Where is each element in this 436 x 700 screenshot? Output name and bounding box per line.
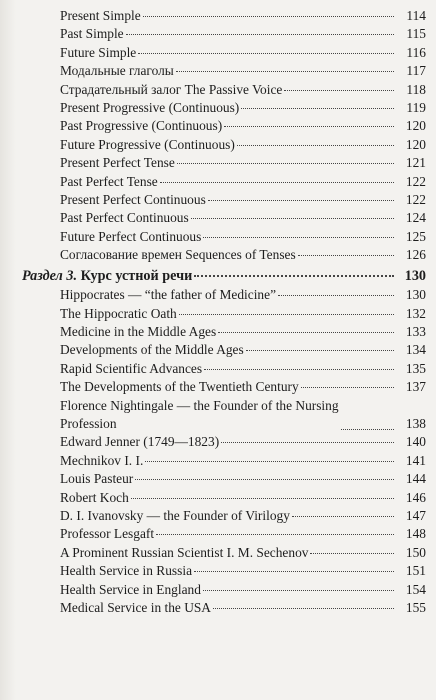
- toc-entry-page: 147: [405, 507, 426, 523]
- toc-entry: [22, 117, 426, 135]
- toc-entry-title: Past Simple: [60, 26, 124, 42]
- toc-entry: [22, 7, 426, 25]
- toc-entry-page: 134: [405, 342, 426, 358]
- toc-entry: [22, 191, 426, 209]
- toc-entry-title: Louis Pasteur: [60, 471, 134, 487]
- toc-entry-page: 122: [405, 192, 426, 208]
- toc-entry-title: Модальные глаголы: [60, 63, 174, 79]
- toc-entry-title-line2: Profession: [60, 415, 117, 431]
- toc-entry-page: 119: [406, 100, 426, 116]
- toc-entry: [22, 25, 426, 43]
- toc-entry: [22, 209, 426, 227]
- dot-leader: [246, 350, 394, 351]
- toc-entry-title: Present Simple: [60, 8, 141, 23]
- toc-entry: [22, 136, 426, 154]
- toc-entry-page: 118: [406, 81, 426, 97]
- section-title: Курс устной речи: [80, 267, 193, 284]
- toc-entry-title: Past Perfect Continuous: [60, 210, 189, 226]
- toc-entry-page: 117: [406, 63, 426, 79]
- toc-entry-page: 148: [405, 526, 426, 542]
- toc-entry-title: Present Perfect Continuous: [60, 192, 206, 208]
- dot-leader: [160, 182, 394, 183]
- dot-leader: [284, 90, 394, 91]
- toc-entry-page: 120: [405, 118, 426, 134]
- dot-leader: [156, 534, 394, 535]
- toc-entry: [22, 228, 426, 246]
- toc-entry: [22, 397, 426, 434]
- dot-leader: [179, 314, 394, 315]
- toc-entry-title-line1: Florence Nightingale — the Founder of the Nursing: [60, 397, 339, 413]
- toc-entry-page: 121: [405, 155, 426, 171]
- toc-entry-page: 151: [405, 563, 426, 579]
- toc-entry-page: 130: [405, 287, 426, 303]
- toc-entry: [22, 378, 426, 396]
- toc-entry-page: 133: [405, 323, 426, 339]
- toc-entry: [22, 562, 426, 580]
- toc-entry: [22, 452, 426, 470]
- section-page: 130: [404, 267, 426, 284]
- section-label: Раздел 3.: [22, 267, 78, 284]
- dot-leader: [292, 516, 394, 517]
- toc-entry-title: Present Perfect Tense: [60, 155, 175, 171]
- toc-entry-title: Past Progressive (Continuous): [60, 118, 223, 134]
- dot-leader: [218, 332, 394, 333]
- dot-leader: [237, 145, 394, 146]
- toc-entry-page: 120: [405, 136, 426, 152]
- toc-entry-title: Health Service in England: [60, 581, 201, 597]
- toc-entry: [22, 470, 426, 488]
- toc-entry-page: 146: [405, 489, 426, 505]
- toc-entry-title: Страдательный залог The Passive Voice: [60, 81, 283, 97]
- toc-entry-page: 122: [405, 173, 426, 189]
- toc-entry: [22, 433, 426, 451]
- table-of-contents: [22, 7, 426, 617]
- dot-leader: [208, 200, 394, 201]
- toc-entry: [22, 305, 426, 323]
- dot-leader: [278, 295, 394, 296]
- dot-leader: [301, 387, 394, 388]
- toc-entry-title: Developments of the Middle Ages: [60, 342, 244, 358]
- toc-entry-title: Professor Lesgaft: [60, 526, 155, 542]
- toc-entry: [22, 525, 426, 543]
- toc-entry: [22, 99, 426, 117]
- section-heading: [22, 267, 426, 285]
- dot-leader: [126, 34, 394, 35]
- toc-entry: [22, 44, 426, 62]
- toc-entry-page: 125: [405, 228, 426, 244]
- toc-entry: [22, 599, 426, 617]
- dot-leader: [221, 442, 394, 443]
- toc-entry-page: 132: [405, 305, 426, 321]
- toc-entry: [22, 154, 426, 172]
- toc-entry-title: A Prominent Russian Scientist I. M. Sechenov: [60, 544, 309, 560]
- toc-entry: [22, 544, 426, 562]
- toc-entry-page: 137: [405, 379, 426, 395]
- toc-entry-title: Future Simple: [60, 44, 137, 60]
- toc-entry-page: 150: [405, 544, 426, 560]
- dot-leader: [241, 108, 394, 109]
- toc-entry-title: The Developments of the Twentieth Century: [60, 379, 299, 395]
- dot-leader: [131, 498, 394, 499]
- dot-leader: [310, 553, 394, 554]
- toc-entry-title: Medical Service in the USA: [60, 600, 211, 615]
- toc-entry: [22, 581, 426, 599]
- page-gutter-shadow: [0, 0, 16, 700]
- toc-entry: [22, 323, 426, 341]
- dot-leader: [298, 255, 394, 256]
- toc-entry: [22, 246, 426, 264]
- dot-leader: [203, 590, 394, 591]
- toc-entry-title: Health Service in Russia: [60, 563, 193, 579]
- toc-entry-title: Present Progressive (Continuous): [60, 100, 240, 116]
- toc-entry-title: Future Progressive (Continuous): [60, 136, 235, 152]
- dot-leader: [143, 16, 394, 17]
- toc-entry-title: Hippocrates — “the father of Medicine”: [60, 287, 277, 303]
- toc-entry-title: The Hippocratic Oath: [60, 305, 177, 321]
- toc-entry-page: 114: [406, 8, 426, 23]
- toc-entry-title: Future Perfect Continuous: [60, 228, 202, 244]
- toc-entry-title: Edward Jenner (1749—1823): [60, 434, 220, 450]
- dot-leader: [341, 429, 394, 430]
- dot-leader: [145, 461, 394, 462]
- dot-leader: [194, 571, 394, 572]
- dot-leader: [194, 275, 394, 277]
- toc-entry-page: 116: [406, 44, 426, 60]
- toc-entry-page: 135: [405, 360, 426, 376]
- toc-entry: [22, 341, 426, 359]
- toc-entry-page: 115: [406, 26, 426, 42]
- dot-leader: [138, 53, 394, 54]
- toc-entry-page: 138: [405, 415, 426, 431]
- toc-entry: [22, 489, 426, 507]
- toc-entry-title: Rapid Scientific Advances: [60, 360, 203, 376]
- toc-entry-title: Medicine in the Middle Ages: [60, 323, 217, 339]
- toc-entry-page: 124: [405, 210, 426, 226]
- toc-entry: [22, 173, 426, 191]
- dot-leader: [176, 71, 394, 72]
- dot-leader: [191, 218, 394, 219]
- toc-entry-title: Mechnikov I. I.: [60, 452, 144, 468]
- toc-entry-title: Robert Koch: [60, 489, 129, 505]
- toc-entry: [22, 62, 426, 80]
- toc-entry: [22, 360, 426, 378]
- toc-entry: [22, 286, 426, 304]
- toc-entry-page: 154: [405, 581, 426, 597]
- toc-entry-title: Past Perfect Tense: [60, 173, 158, 189]
- toc-entry-title: Согласование времен Sequences of Tenses: [60, 247, 296, 263]
- dot-leader: [203, 237, 394, 238]
- toc-entry: [22, 81, 426, 99]
- dot-leader: [135, 479, 394, 480]
- toc-entry-page: 155: [405, 600, 426, 615]
- toc-entry: [22, 507, 426, 525]
- toc-entry-page: 144: [405, 471, 426, 487]
- toc-entry-page: 140: [405, 434, 426, 450]
- toc-entry-page: 141: [405, 452, 426, 468]
- dot-leader: [213, 608, 394, 609]
- dot-leader: [204, 369, 394, 370]
- dot-leader: [177, 163, 394, 164]
- toc-entry-title: D. I. Ivanovsky — the Founder of Virilogy: [60, 507, 290, 523]
- toc-entry-page: 126: [405, 247, 426, 263]
- dot-leader: [224, 126, 394, 127]
